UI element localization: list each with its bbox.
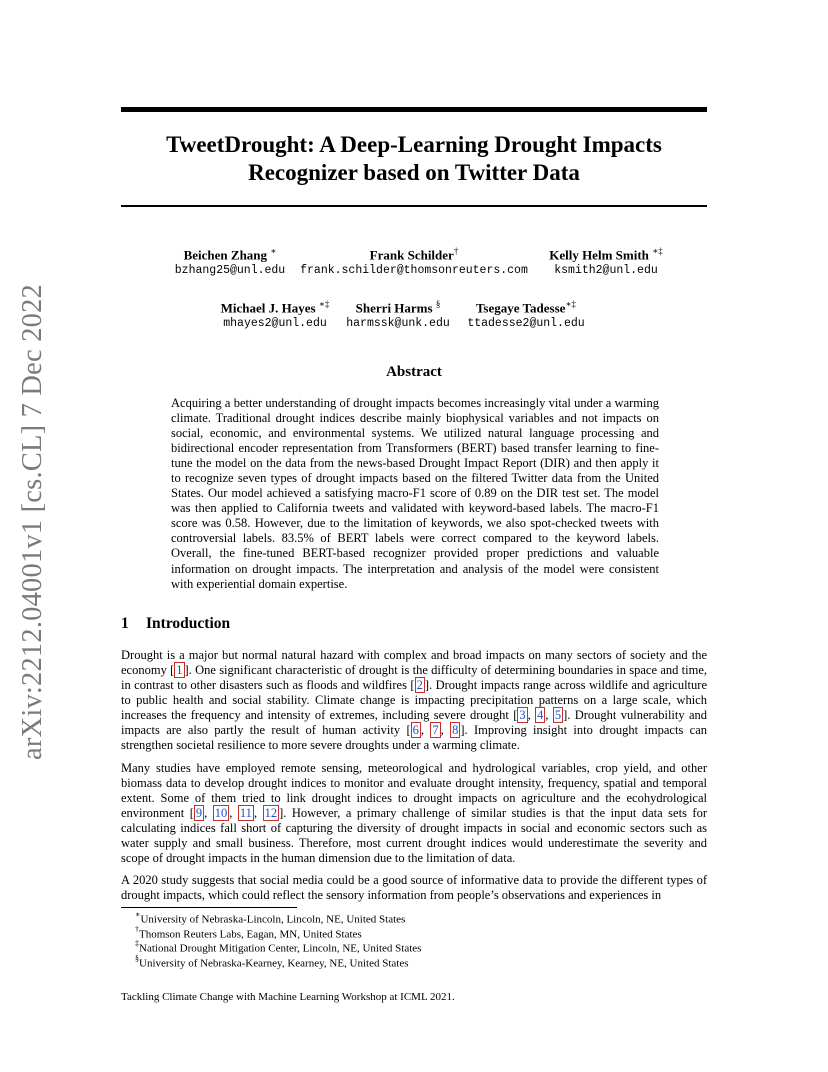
- author-email[interactable]: mhayes2@unl.edu: [223, 317, 327, 331]
- title-line-1: TweetDrought: A Deep-Learning Drought Impacts: [166, 132, 662, 157]
- abstract-heading: Abstract: [386, 364, 442, 380]
- paragraph-text: ]. Drought impacts range across wildlife and agriculture to public health and social stability. Climate change is impacting precipitation patterns on a large scale, which increases the frequency and intensity of extremes, including severe drought [: [121, 678, 707, 723]
- author-name: Kelly Helm Smith: [549, 247, 649, 263]
- paragraph-text: ]. Drought vulnerability and impacts are also partly the result of human activity [: [121, 708, 708, 738]
- author-affiliation-mark: ∗‡: [318, 299, 330, 309]
- title-line-2: Recognizer based on Twitter Data: [248, 160, 580, 185]
- author-name: Tsegaye Tadesse: [475, 300, 566, 316]
- citation-link[interactable]: 10: [214, 806, 228, 821]
- author-block: [543, 243, 669, 279]
- footnote-mark: ‡: [135, 939, 139, 948]
- title-top-rule: [121, 107, 707, 112]
- author-block: [340, 296, 456, 332]
- citation-link[interactable]: 4: [537, 708, 544, 723]
- citation-link[interactable]: 3: [519, 708, 526, 723]
- author-affiliation-mark: ∗‡: [565, 299, 577, 309]
- footnote-text: University of Nebraska-Kearney, Kearney, NE, United States: [139, 957, 409, 970]
- citation-link[interactable]: 12: [264, 806, 278, 821]
- citation-link[interactable]: 1: [176, 663, 183, 678]
- citation-link[interactable]: 11: [239, 806, 252, 821]
- intro-paragraph-1: Drought is a major but normal natural hazard with complex and broad impacts on many sectors of society and the economy [ 1 ]. One significant characteristic of drought is the difficulty of determining boundaries in space and time, in contrast to other disasters such as floods and wildfires [ 2 ]. Drought impacts range across wildlife and agriculture to public health and social stability. Climate change is impacting precipitation patterns on a large scale, which increases the frequency and intensity of extremes, including severe drought [ 3 , 4 , 5 ]. Drought vulnerability and impacts are also partly the result of human activity [ 6 , 7 , 8 ]. Improving insight into drought impacts can strengthen societal resilience to more severe droughts under a warming climate.: [121, 648, 708, 753]
- footnote-text: National Drought Mitigation Center, Lincoln, NE, United States: [139, 942, 422, 955]
- author-affiliation-mark: ∗: [270, 246, 277, 256]
- author-name: Beichen Zhang: [183, 247, 268, 263]
- author-name: Michael J. Hayes: [220, 300, 316, 316]
- author-email[interactable]: frank.schilder@thomsonreuters.com: [300, 264, 528, 278]
- footnote-text: University of Nebraska-Lincoln, Lincoln, NE, United States: [140, 913, 406, 926]
- author-affiliation-mark: ∗‡: [652, 246, 663, 256]
- citation-link[interactable]: 5: [554, 708, 562, 723]
- citation-link[interactable]: 2: [416, 678, 423, 693]
- footnote-mark: †: [135, 924, 139, 934]
- paragraph-text: ]. One significant characteristic of drought is the difficulty of determining boundaries in space and time, in contrast to other disasters such as floods and wildfires [: [121, 663, 707, 693]
- footnote-mark: ∗: [135, 910, 141, 919]
- section-heading: [121, 615, 230, 633]
- paragraph-text: Drought is a major but normal natural hazard with complex and broad impacts on many sectors of society and the economy [: [121, 648, 707, 678]
- section-number: 1: [121, 615, 129, 632]
- intro-paragraph-3: A 2020 study suggests that social media could be a good source of informative data to provide the different types of drought impacts, which could reflect the sensory information from people’s observations and experiences in: [121, 873, 707, 903]
- author-email[interactable]: ttadesse2@unl.edu: [467, 317, 585, 331]
- arxiv-identifier-stamp: arXiv:2212.04001v1 [cs.CL] 7 Dec 2022: [17, 284, 48, 760]
- footnote-text: Thomson Reuters Labs, Eagan, MN, United States: [139, 928, 362, 941]
- abstract-body: Acquiring a better understanding of drought impacts becomes increasingly vital under a warming climate. Traditional drought indices describe mainly biophysical variables and not impacts on social, economic, and environmental systems. We utilized natural language processing and bidirectional encoder representation from Transformers (BERT) based transfer learning to fine-tune the model on the data from the news-based Drought Impact Report (DIR) and then apply it to recognize seven types of drought impacts based on the filtered Twitter data from the United States. Our model achieved a satisfying macro-F1 score of 0.89 on the DIR test set. The model was then applied to California tweets and validated with keyword-based labels. The macro-F1 score was 0.58. However, due to the limitation of keywords, we also spot-checked tweets with controversial labels. 83.5% of BERT labels were correct compared to the keyword labels. Overall, the fine-tuned BERT-based recognizer provided proper predictions and valuable information on drought impacts. The interpretation and analysis of the model were consistent with experiential domain expertise.: [171, 396, 659, 591]
- footnote: [135, 953, 409, 971]
- paragraph-text: ]. Improving insight into drought impacts can strengthen societal resilience to more severe droughts under a warming climate.: [121, 723, 708, 753]
- paper-title: [121, 131, 707, 187]
- author-block: [296, 243, 532, 279]
- author-email[interactable]: bzhang25@unl.edu: [174, 264, 286, 278]
- author-block: [160, 243, 300, 279]
- intro-paragraph-2: Many studies have employed remote sensing, meteorological and hydrological variables, crop yield, and other biomass data to develop drought indices to monitor and evaluate drought intensity, frequency, spatial and temporal extent. Some of them tried to link drought indices to drought impacts on agriculture and the ecohydrological environment [ 9 , 10 , 11 , 12 ]. However, a primary challenge of similar studies is that the input data sets for calculating indices fall short of capturing the diversity of drought impacts in social and economic sectors such as water supply and small business. Therefore, most current drought indices would underestimate the severity and scope of drought impacts in the human dimension due to the limitation of data.: [121, 761, 708, 866]
- author-name: Frank Schilder: [369, 247, 454, 263]
- author-affiliation-mark: †: [453, 246, 459, 256]
- citation-link[interactable]: 8: [452, 723, 459, 738]
- author-block: [462, 296, 590, 332]
- paragraph-text: Many studies have employed remote sensing, meteorological and hydrological variables, crop yield, and other biomass data to develop drought indices to monitor and evaluate drought intensity, frequency, spatial and temporal extent. Some of them tried to link drought indices to drought impacts on agriculture and the ecohydrological environment [: [121, 761, 707, 821]
- citation-link[interactable]: 9: [195, 806, 203, 821]
- title-bottom-rule: [121, 205, 707, 207]
- author-block: [212, 296, 338, 332]
- citation-link[interactable]: 6: [412, 723, 419, 738]
- section-title: Introduction: [146, 615, 231, 632]
- footnote-mark: §: [135, 953, 139, 963]
- paragraph-text: ]. However, a primary challenge of similar studies is that the input data sets for calculating indices fall short of capturing the diversity of drought impacts in social and economic sectors such as water supply and small business. Therefore, most current drought indices would underestimate the severity and scope of drought impacts in the human dimension due to the limitation of data.: [121, 806, 708, 866]
- author-affiliation-mark: §: [435, 299, 441, 309]
- author-email[interactable]: harmssk@unk.edu: [346, 317, 450, 331]
- citation-link[interactable]: 7: [432, 723, 439, 738]
- venue-note: Tackling Climate Change with Machine Learning Workshop at ICML 2021.: [121, 991, 455, 1003]
- footnote-rule: [121, 907, 297, 908]
- author-email[interactable]: ksmith2@unl.edu: [554, 264, 658, 278]
- author-name: Sherri Harms: [355, 300, 433, 316]
